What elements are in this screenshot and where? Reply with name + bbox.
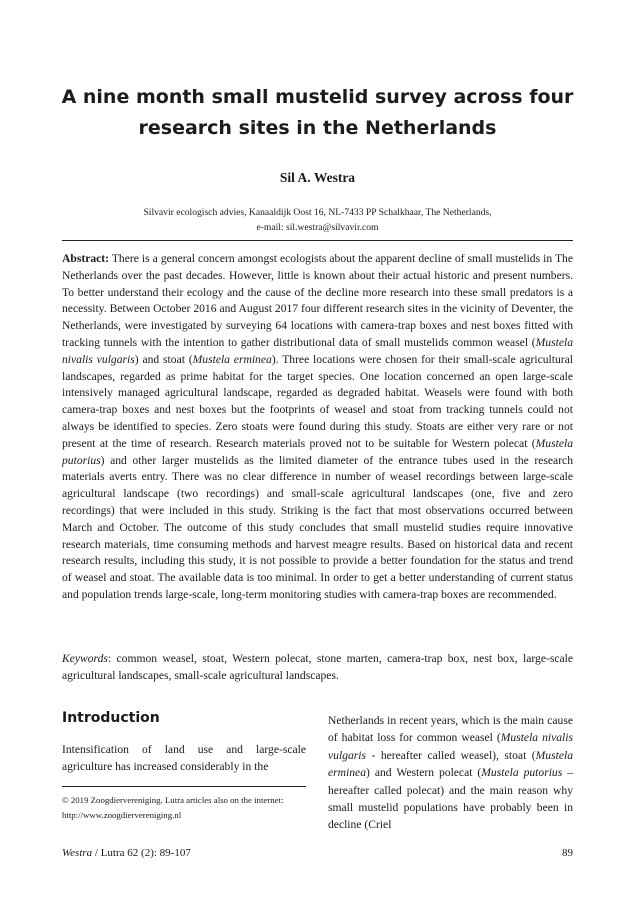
copyright-footnote: © 2019 Zoogdiervereniging. Lutra articles also on the internet: http://www.zoogdiervereniging.nl: [62, 795, 284, 820]
section-heading-introduction: Introduction: [62, 710, 160, 726]
abstract-text-1: There is a general concern amongst ecologists about the apparent decline of small mustelids in The Netherlands over the past decades. However, little is known about their actual historic and present numbers. To better understand their ecology and the cause of the decline more research into these small predators is a necessity. Between October 2016 and August 2017 four different research sites in the vicinity of Deventer, the Netherlands, were investigated by surveying 64 locations with camera-trap boxes and nest boxes fitted with tracking tunnels with the intention to gather distributional data of small mustelids common weasel (: [62, 252, 573, 349]
top-divider: [62, 240, 573, 241]
author-name: Sil A. Westra: [279, 170, 356, 185]
abstract: [62, 251, 573, 604]
keywords-text: : common weasel, stoat, Western polecat, stone marten, camera-trap box, nest box, large-scale agricultural landscapes, small-scale agricultural landscapes.: [62, 652, 573, 682]
intro-text-2: - hereafter called weasel), stoat (: [366, 748, 536, 762]
intro-right-column: [328, 712, 573, 834]
paper-title: A nine month small mustelid survey across four research sites in the Netherlands: [61, 86, 574, 139]
running-footer: [62, 847, 191, 859]
affiliation-email: e-mail: sil.westra@silvavir.com: [256, 222, 379, 233]
abstract-species-3: Mustela putorius: [62, 436, 573, 467]
abstract-text-3: ). Three locations were chosen for their small-scale agricultural landscapes, regarded as prime habitat for the target species. One location concerned an open large-scale intensively managed agricultural landscape, regarded as degraded habitat. Weasels were found with both camera-trap boxes and nest boxes but the footprints of weasel and stoat from tracking tunnels could not always be identified to species. Zero stoats were found during this study. Stoats are either very rare or not present at the time of research. Research materials proved not to be suitable for Western polecat (: [62, 352, 573, 450]
intro-text-3: ) and Western polecat (: [366, 766, 482, 780]
intro-left-column: Intensification of land use and large-scale agriculture has increased considerably in the: [62, 743, 306, 773]
affiliation-address: Silvavir ecologisch advies, Kanaaldijk Oost 16, NL-7433 PP Schalkhaar, The Netherlands,: [143, 207, 492, 218]
intro-text-1: Netherlands in recent years, which is the main cause of habitat loss for common weasel (: [328, 714, 573, 745]
page-number: 89: [562, 847, 573, 859]
abstract-label: Abstract:: [62, 252, 110, 265]
abstract-text-4: ) and other larger mustelids as the limited diameter of the entrance tubes used in the research materials averts entry. There was no clear difference in number of weasel recordings between large-scale agricultural landscape (two recordings) and small-scale agricultural landscapes (one, five and zero recordings) that were included in this study. Striking is the fact that most observations occurred between March and October. The outcome of this study concludes that small mustelid studies require innovative research materials, time consuming methods and harvest meagre results. Based on historical data and recent research results, including this study, it is not possible to provide a better foundation for the status and trend of weasel and stoat. The available data is too minimal. In order to get a better understanding of current status and population trends large-scale, long-term monitoring studies with camera-trap boxes are recommended.: [62, 453, 573, 601]
footnote-divider: [62, 786, 306, 787]
affiliation: [60, 205, 575, 235]
keywords-label: Keywords: [62, 652, 108, 665]
abstract-species-2: Mustela erminea: [192, 352, 272, 366]
intro-species-3: Mustela putorius: [481, 766, 563, 780]
keywords: [62, 651, 573, 685]
abstract-species-1: Mustela nivalis vulgaris: [62, 335, 573, 366]
intro-text-4: – hereafter called polecat) and the main reason why small mustelid populations have probably been in decline (Criel: [328, 766, 573, 832]
abstract-text-2: ) and stoat (: [134, 352, 193, 366]
footer-author: Westra: [62, 847, 93, 859]
intro-species-2: Mustela erminea: [328, 748, 573, 780]
footer-citation: / Lutra 62 (2): 89-107: [92, 847, 191, 859]
intro-species-1: Mustela nivalis vulgaris: [328, 731, 573, 762]
